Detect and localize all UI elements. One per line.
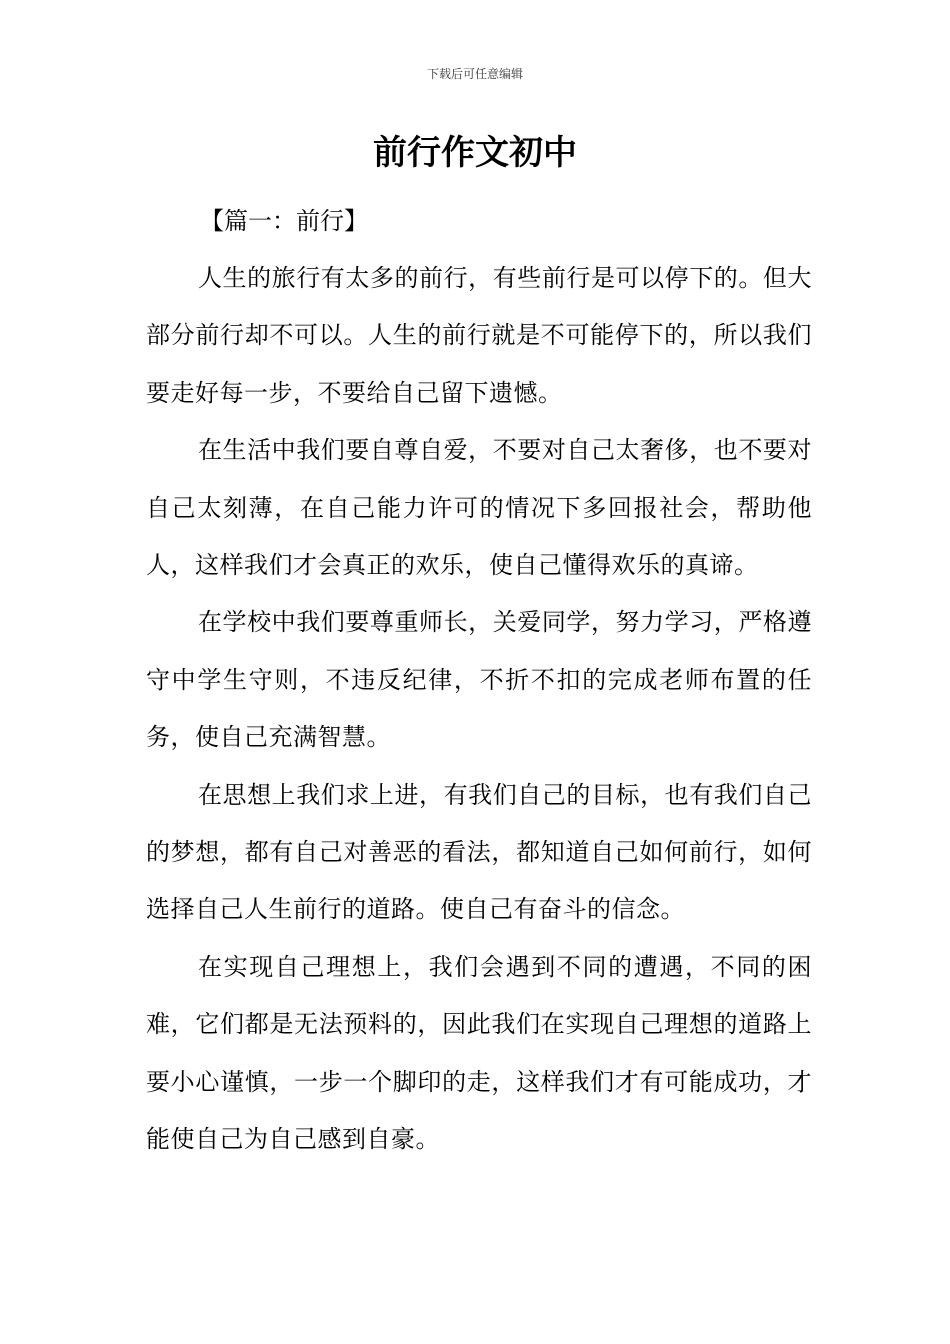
paragraph-4: 在思想上我们求上进，有我们自己的目标，也有我们自己的梦想，都有自己对善恶的看法，都知道自己如何前行，如何选择自己人生前行的道路。使自己有奋斗的信念。 — [146, 780, 812, 924]
paragraph-2: 在生活中我们要自尊自爱，不要对自己太奢侈，也不要对自己太刻薄，在自己能力许可的情况下多回报社会，帮助他人，这样我们才会真正的欢乐，使自己懂得欢乐的真谛。 — [146, 436, 812, 580]
section-label: 【篇一：前行】 — [200, 207, 368, 235]
document-title: 前行作文初中 — [373, 133, 577, 173]
paragraph-1: 人生的旅行有太多的前行，有些前行是可以停下的。但大部分前行却不可以。人生的前行就是不可能停下的，所以我们要走好每一步，不要给自己留下遗憾。 — [146, 264, 812, 407]
paragraph-5: 在实现自己理想上，我们会遇到不同的遭遇，不同的困难，它们都是无法预料的，因此我们在实现自己理想的道路上要小心谨慎，一步一个脚印的走，这样我们才有可能成功，才能使自己为自己感到自豪。 — [146, 952, 812, 1154]
paragraph-3: 在学校中我们要尊重师长，关爱同学，努力学习，严格遵守中学生守则，不违反纪律，不折不扣的完成老师布置的任务，使自己充满智慧。 — [146, 608, 812, 752]
document-body — [146, 192, 812, 1169]
header-note: 下载后可任意编辑 — [426, 67, 523, 81]
